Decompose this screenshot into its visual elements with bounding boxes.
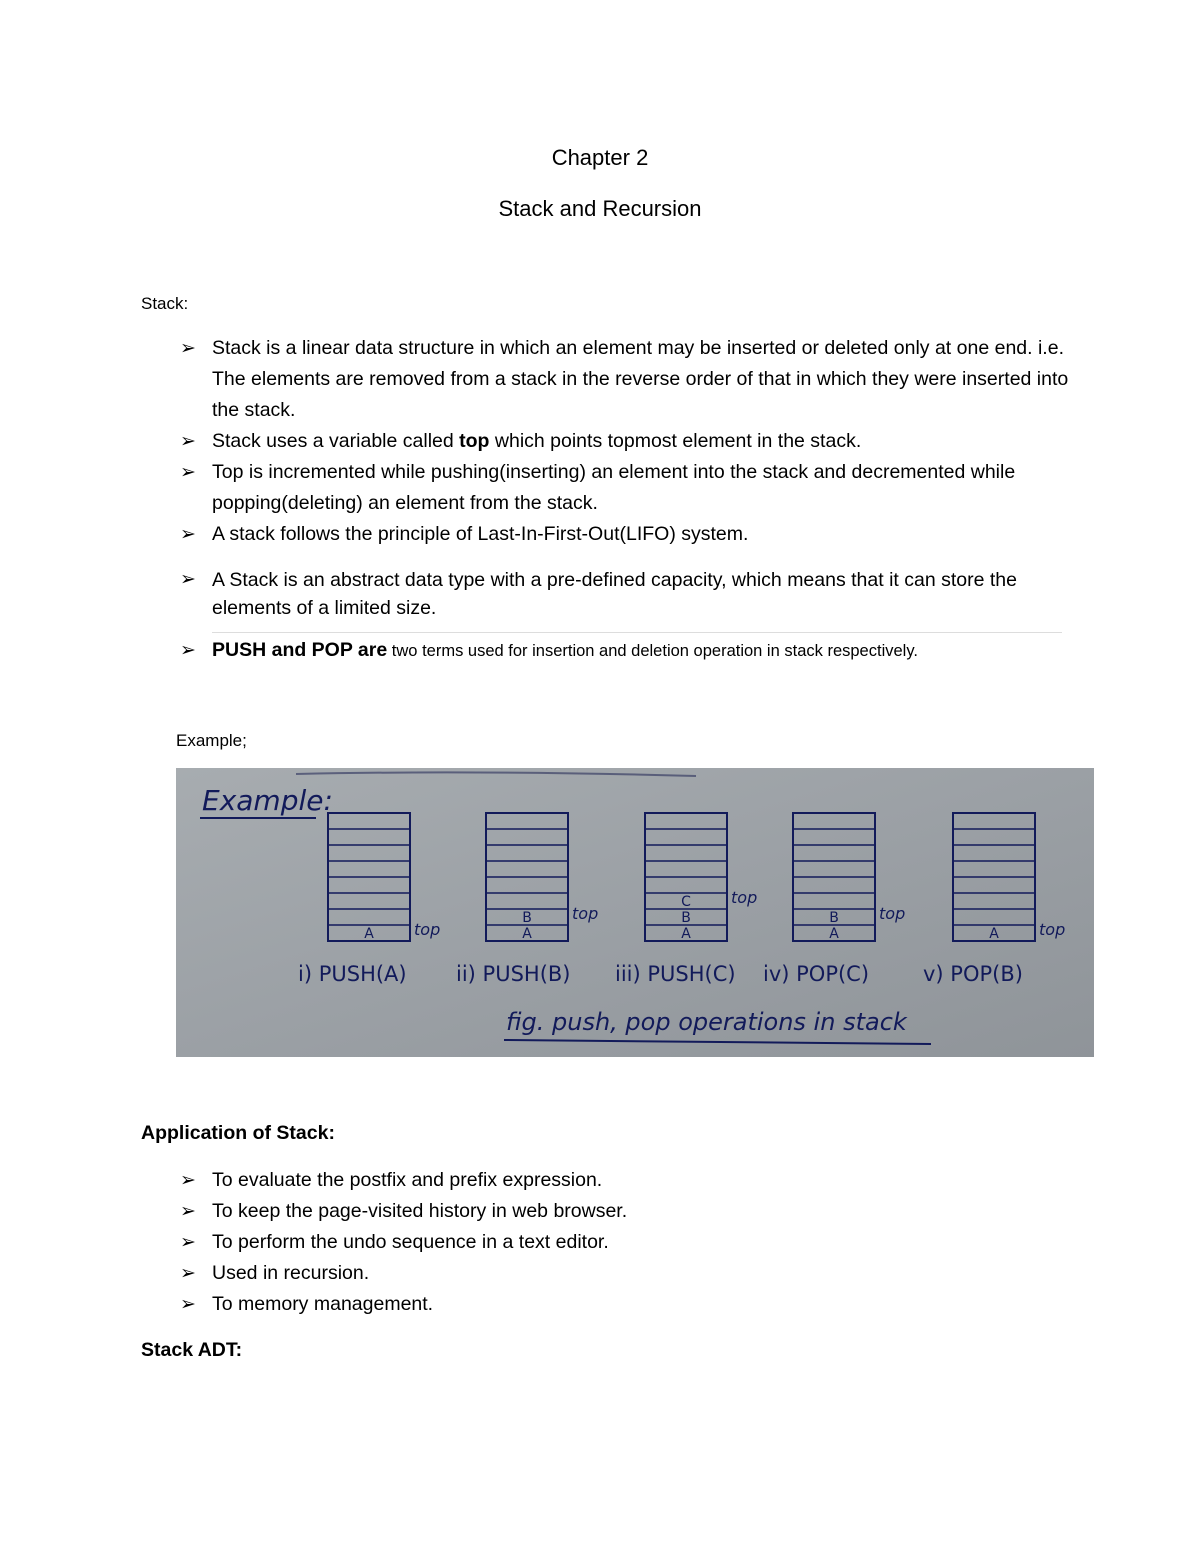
stack-operations-photo [176, 768, 1094, 1057]
list-item: ➢ Top is incremented while pushing(inserting) an element into the stack and decremented while popping(deleting) an element from the stack. [180, 457, 1080, 519]
stack-item: B [522, 910, 532, 926]
operation-label: iii) PUSH(C) [615, 962, 736, 986]
arrow-bullet-icon: ➢ [180, 640, 196, 661]
chapter-title: Stack and Recursion [498, 196, 702, 221]
operation-label: ii) PUSH(B) [456, 962, 571, 986]
example-label: Example; [176, 731, 247, 750]
list-item: ➢ To evaluate the postfix and prefix expression. [180, 1165, 1080, 1196]
arrow-bullet-icon: ➢ [180, 1294, 196, 1315]
operation-label: v) POP(B) [923, 962, 1023, 986]
arrow-bullet-icon: ➢ [180, 1263, 196, 1284]
stack-adt-list [180, 566, 1080, 622]
stack-item: B [681, 910, 691, 926]
stack-item: A [522, 926, 532, 942]
operation-label: i) PUSH(A) [298, 962, 407, 986]
list-item: ➢ Stack is a linear data structure in which an element may be inserted or deleted only at one end. i.e. The elements are removed from a stack in the reverse order of that in which they were inserted into the stack. [180, 333, 1080, 426]
stack-item: A [681, 926, 691, 942]
applications-list [180, 1165, 1080, 1320]
operation-label: iv) POP(C) [763, 962, 870, 986]
divider [212, 632, 1062, 633]
stack-item: A [829, 926, 839, 942]
top-pointer-label: top [731, 888, 758, 907]
push-pop-list [180, 635, 1080, 667]
chapter-number: Chapter 2 [551, 145, 649, 170]
figure-caption: fig. push, pop operations in stack [506, 1008, 907, 1036]
handwritten-figure [176, 768, 1094, 1057]
stack-item: A [364, 926, 374, 942]
list-item: ➢ To memory management. [180, 1289, 1080, 1320]
stack-definition-list [180, 333, 1080, 550]
stack-label: Stack: [141, 294, 189, 313]
arrow-bullet-icon: ➢ [180, 569, 196, 590]
stack-adt-heading: Stack ADT: [141, 1339, 243, 1361]
arrow-bullet-icon: ➢ [180, 431, 196, 452]
stack-item: C [681, 894, 691, 910]
top-pointer-label: top [879, 904, 906, 923]
arrow-bullet-icon: ➢ [180, 338, 196, 359]
arrow-bullet-icon: ➢ [180, 524, 196, 545]
stack-item: B [829, 910, 839, 926]
arrow-bullet-icon: ➢ [180, 462, 196, 483]
arrow-bullet-icon: ➢ [180, 1232, 196, 1253]
stack-item: A [989, 926, 999, 942]
figure-heading: Example: [202, 784, 333, 817]
top-pointer-label: top [414, 920, 441, 939]
list-item: ➢ Used in recursion. [180, 1258, 1080, 1289]
arrow-bullet-icon: ➢ [180, 1170, 196, 1191]
applications-heading: Application of Stack: [141, 1122, 335, 1144]
list-item: ➢ To perform the undo sequence in a text editor. [180, 1227, 1080, 1258]
list-item: ➢ A Stack is an abstract data type with a pre-defined capacity, which means that it can store the elements of a limited size. [180, 566, 1080, 622]
list-item: ➢ To keep the page-visited history in web browser. [180, 1196, 1080, 1227]
arrow-bullet-icon: ➢ [180, 1201, 196, 1222]
top-pointer-label: top [1039, 920, 1066, 939]
list-item: ➢ Stack uses a variable called top which points topmost element in the stack. [180, 426, 1080, 457]
list-item: ➢ A stack follows the principle of Last-In-First-Out(LIFO) system. [180, 519, 1080, 550]
top-pointer-label: top [572, 904, 599, 923]
list-item: ➢ PUSH and POP are two terms used for insertion and deletion operation in stack respectively. [180, 635, 1080, 667]
